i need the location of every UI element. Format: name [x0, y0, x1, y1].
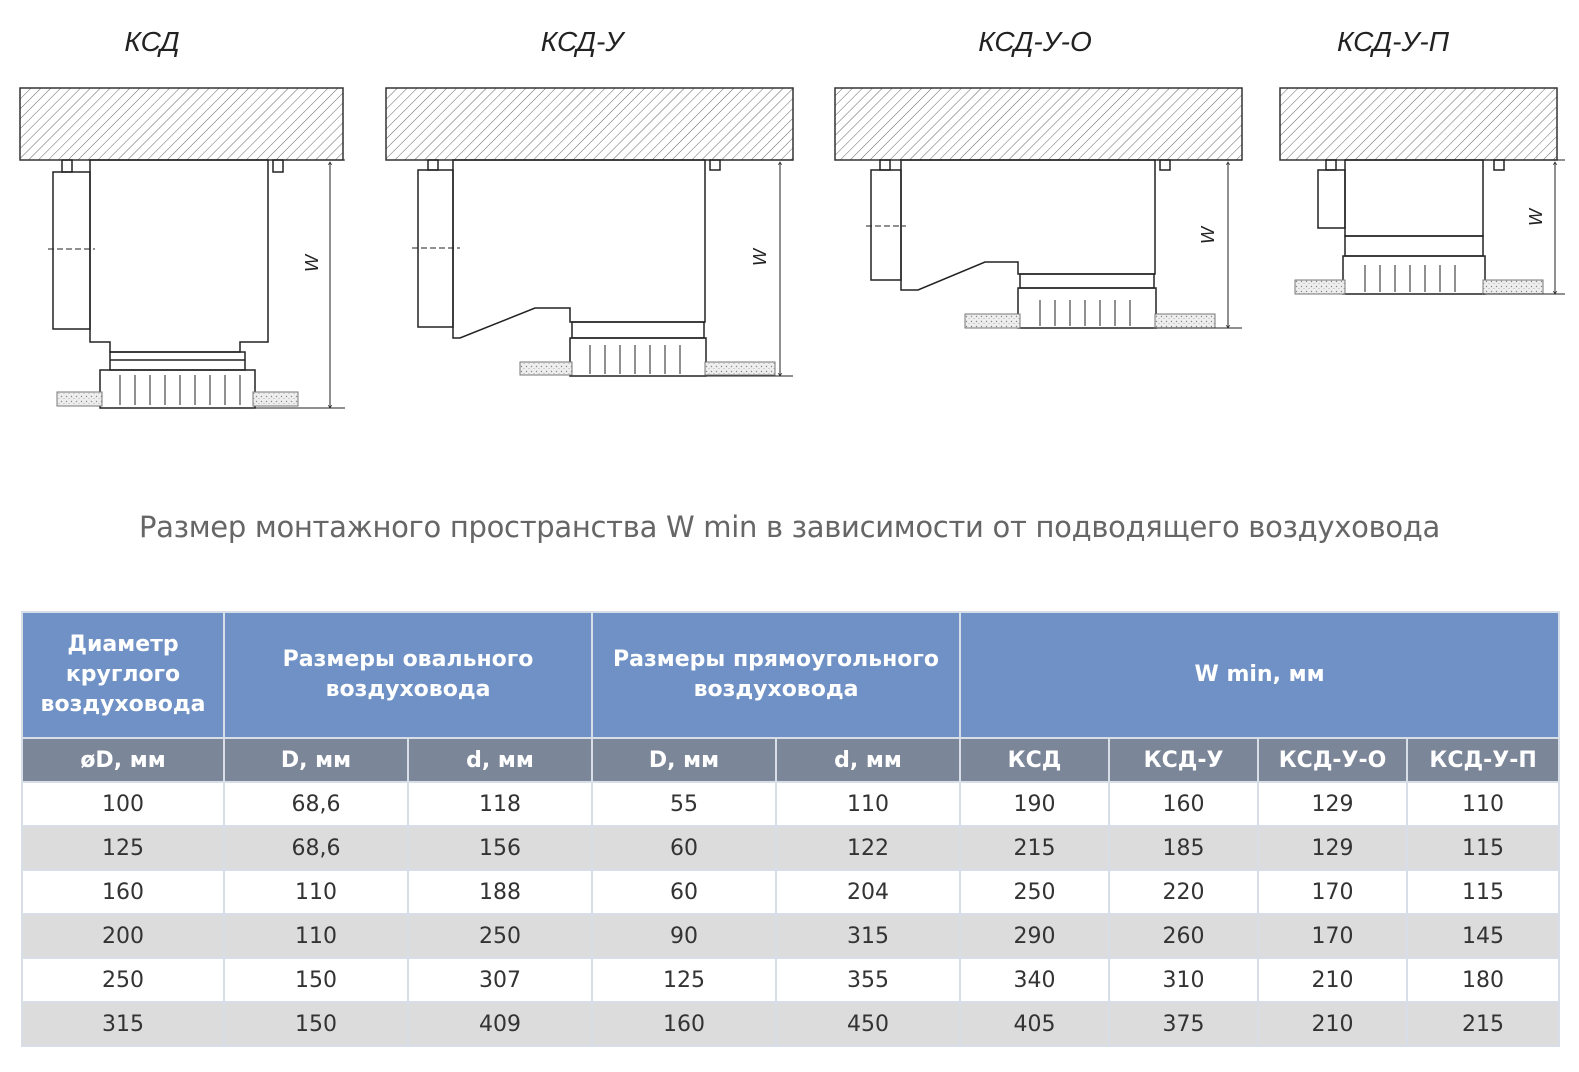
dim-label-w-1: W [302, 255, 322, 272]
table-cell: 122 [776, 826, 960, 870]
table-cell: 204 [776, 870, 960, 914]
table-cell: 125 [592, 958, 776, 1002]
table-cell: 129 [1258, 782, 1407, 826]
subheader-cell: d, мм [776, 738, 960, 782]
table-cell: 170 [1258, 914, 1407, 958]
table-cell: 405 [960, 1002, 1109, 1046]
drawing-title-ksd: КСД [124, 26, 180, 57]
dim-label-w-4: W [1526, 209, 1546, 226]
header-rect-duct: Размеры прямоугольного воздуховода [592, 612, 960, 738]
wmin-table [21, 611, 1560, 1047]
table-cell: 409 [408, 1002, 592, 1046]
table-cell: 185 [1109, 826, 1258, 870]
table-cell: 210 [1258, 1002, 1407, 1046]
table-row [22, 826, 1559, 870]
table-cell: 310 [1109, 958, 1258, 1002]
table-cell: 129 [1258, 826, 1407, 870]
table-cell: 375 [1109, 1002, 1258, 1046]
table-cell: 55 [592, 782, 776, 826]
table-cell: 125 [22, 826, 224, 870]
table-cell: 100 [22, 782, 224, 826]
table-cell: 68,6 [224, 826, 408, 870]
subheader-cell: øD, мм [22, 738, 224, 782]
table-cell: 250 [22, 958, 224, 1002]
table-cell: 115 [1407, 870, 1559, 914]
table-cell: 145 [1407, 914, 1559, 958]
table-cell: 110 [1407, 782, 1559, 826]
subheader-cell: КСД-У-П [1407, 738, 1559, 782]
table-cell: 290 [960, 914, 1109, 958]
drawing-ksd-u-p [1280, 88, 1565, 294]
table-cell: 68,6 [224, 782, 408, 826]
table-cell: 160 [22, 870, 224, 914]
drawing-title-ksd-u: КСД-У [540, 26, 624, 57]
drawing-ksd-u-o [835, 88, 1242, 328]
subheader-cell: КСД-У [1109, 738, 1258, 782]
table-cell: 60 [592, 826, 776, 870]
subheader-cell: d, мм [408, 738, 592, 782]
table-cell: 60 [592, 870, 776, 914]
table-cell: 340 [960, 958, 1109, 1002]
subheader-cell: D, мм [592, 738, 776, 782]
dim-label-w-3: W [1198, 227, 1218, 244]
table-cell: 110 [224, 914, 408, 958]
table-cell: 156 [408, 826, 592, 870]
subheader-cell: D, мм [224, 738, 408, 782]
table-cell: 215 [960, 826, 1109, 870]
table-cell: 450 [776, 1002, 960, 1046]
header-wmin: W min, мм [960, 612, 1559, 738]
table-cell: 150 [224, 958, 408, 1002]
table-cell: 110 [776, 782, 960, 826]
table-cell: 115 [1407, 826, 1559, 870]
table-cell: 150 [224, 1002, 408, 1046]
table-body [22, 782, 1559, 1046]
table-cell: 110 [224, 870, 408, 914]
table-cell: 315 [22, 1002, 224, 1046]
table-cell: 250 [408, 914, 592, 958]
drawing-title-ksd-u-p: КСД-У-П [1336, 26, 1450, 57]
table-cell: 190 [960, 782, 1109, 826]
section-title: Размер монтажного пространства W min в зависимости от подводящего воздуховода [138, 510, 1441, 544]
table-cell: 118 [408, 782, 592, 826]
dim-label-w-2: W [750, 249, 770, 266]
header-round-duct: Диаметр круглого воздуховода [22, 612, 224, 738]
table-sub-header-row [22, 738, 1559, 782]
drawing-ksd [20, 88, 345, 408]
table-cell: 210 [1258, 958, 1407, 1002]
table-cell: 315 [776, 914, 960, 958]
installation-drawings [0, 0, 1579, 430]
table-row [22, 958, 1559, 1002]
drawing-ksd-u [386, 88, 793, 376]
table-cell: 220 [1109, 870, 1258, 914]
table-row [22, 1002, 1559, 1046]
table-cell: 180 [1407, 958, 1559, 1002]
table-cell: 355 [776, 958, 960, 1002]
table-cell: 215 [1407, 1002, 1559, 1046]
table-row [22, 914, 1559, 958]
subheader-cell: КСД-У-О [1258, 738, 1407, 782]
table-cell: 200 [22, 914, 224, 958]
table-cell: 307 [408, 958, 592, 1002]
table-cell: 188 [408, 870, 592, 914]
table-cell: 250 [960, 870, 1109, 914]
table-cell: 260 [1109, 914, 1258, 958]
table-cell: 160 [1109, 782, 1258, 826]
subheader-cell: КСД [960, 738, 1109, 782]
table-cell: 90 [592, 914, 776, 958]
table-row [22, 870, 1559, 914]
table-cell: 160 [592, 1002, 776, 1046]
table-row [22, 782, 1559, 826]
table-group-header-row [22, 612, 1559, 738]
header-oval-duct: Размеры овального воздуховода [224, 612, 592, 738]
table-cell: 170 [1258, 870, 1407, 914]
drawing-title-ksd-u-o: КСД-У-О [978, 26, 1092, 57]
